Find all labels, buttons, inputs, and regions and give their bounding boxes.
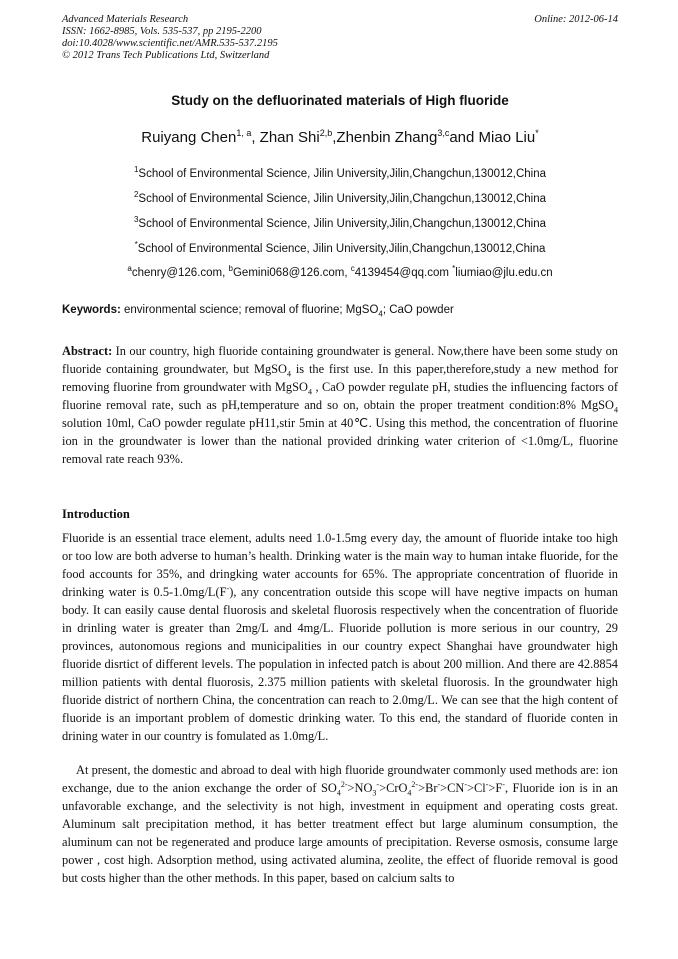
author-name: Zhan Shi <box>259 129 320 146</box>
formula-text: >F <box>488 781 503 795</box>
affiliation-sup: 1 <box>133 165 139 174</box>
superscript: - <box>226 583 230 593</box>
superscript: 2- <box>340 779 348 789</box>
formula-text: >Br <box>418 781 438 795</box>
affiliation-sup: * <box>134 240 138 249</box>
affiliation-text: School of Environmental Science, Jilin University,Jilin,Changchun,130012,China <box>138 192 547 205</box>
intro-paragraph-2 <box>62 761 618 887</box>
keywords <box>62 304 618 318</box>
affiliation <box>62 165 618 180</box>
paper-title: Study on the defluorinated materials of High fluoride <box>171 93 509 108</box>
email-sup: * <box>452 264 456 273</box>
keywords-text: environmental science; removal of fluorine; MgSO <box>120 304 379 316</box>
paragraph-text: , Fluoride ion is in an unfavorable exchange, and the selectivity is not high, investment in equipment and operating costs great. Aluminum salt precipitation method, it has better treatment effect but large aluminum consumption, the aluminum can not be regenerated and produce large amounts of precipitation. Reverse osmosis, consume large power , cost high. Adsorption method, using activated alumina, zeolite, the effect of fluoride removal is good but costs higher than the other methods. In this paper, based on calcium salts to <box>62 781 618 885</box>
journal-name: Advanced Materials Research <box>62 14 189 25</box>
affiliation-text: School of Environmental Science, Jilin University,Jilin,Changchun,130012,China <box>138 217 547 230</box>
subscript: 4 <box>336 788 341 798</box>
superscript: - <box>464 779 468 789</box>
superscript: - <box>502 779 505 789</box>
paragraph-text: ), any concentration outside this scope will have negtive impacts on human body. It can easily cause dental fluorosis and skeletal fluorosis respectively when the concentration of fluoride in drinling water is greater than 2mg/L and 4mg/L. Fluoride pollution is more serious in our country, 29 provinces, autonomous regions and municipalities in our country expect Shanghai have groundwater high fluoride disrtict of different levels. The population in infected patch is about 200 million. And there are 42.8854 million patients with dental fluorosis, 2.375 million patients with skeletal fluorosis. In the groundwater high fluoride district of northern China, the concentration can reach to 2.0mg/L. We can see that the high content of fluoride is an important problem of domestic drinking water. To this end, the standard of fluoride conten in drining water in our country is fomulated as 1.0mg/L. <box>62 585 619 743</box>
subscript: 4 <box>287 369 291 379</box>
subscript: 3 <box>372 788 377 798</box>
author-name: Miao Liu <box>478 129 536 146</box>
affiliation-text: School of Environmental Science, Jilin University,Jilin,Changchun,130012,China <box>138 167 547 180</box>
email-address[interactable]: 4139454@qq.com <box>354 266 449 279</box>
subscript: 4 <box>307 387 312 397</box>
journal-header <box>62 14 618 62</box>
abstract-text: , CaO powder regulate pH, studies the influencing factors of fluorine removal rate, such as pH,temperature and so on, obtain the proper treatment condition:8% MgSO <box>62 380 618 412</box>
keywords-text: ; CaO powder <box>382 304 454 316</box>
issn-line: ISSN: 1662-8985, Vols. 535-537, pp 2195-2200 <box>62 26 262 37</box>
formula-text: >CN <box>440 781 465 795</box>
abstract-text: is the first use. In this paper,therefore,study a new method for removing fluorine from groundwater with MgSO <box>62 362 618 394</box>
superscript: - <box>437 779 441 789</box>
section-heading-introduction: Introduction <box>62 507 130 521</box>
email-sup: b <box>228 264 233 273</box>
email-address[interactable]: chenry@126.com <box>131 266 223 279</box>
author-sup: * <box>535 128 539 138</box>
superscript: - <box>485 779 489 789</box>
author-sup: 2,b <box>319 128 333 138</box>
email-line: $^a$chenry@126.com, $^b$Gemini068@126.com, $^c$4139454@qq.com *liumiao@jlu.edu.cn <box>127 264 553 279</box>
doi-line[interactable]: doi:10.4028/www.scientific.net/AMR.535-537.2195 <box>62 38 278 49</box>
online-date: Online: 2012-06-14 <box>534 14 618 25</box>
affiliation-sup: 3 <box>133 215 139 224</box>
email-sup: c <box>350 264 355 273</box>
formula-text: >Cl <box>467 781 486 795</box>
formula-text: >CrO <box>379 781 408 795</box>
affiliation-sup: 2 <box>133 190 139 199</box>
copyright-line: © 2012 Trans Tech Publications Ltd, Switzerland <box>62 50 270 61</box>
author-name: Zhenbin Zhang <box>336 129 438 146</box>
author-sup: 3,c <box>437 128 450 138</box>
abstract-text: solution 10ml, CaO powder regulate pH11,stir 5min at 40℃. Using this method, the concentration of fluorine ion in the groundwater is lower than the national provided drinking water criterion of <1.0mg/L, fluorine removal rate reach 93%. <box>62 416 618 466</box>
superscript: 2- <box>411 779 419 789</box>
formula-text: >NO <box>347 781 373 795</box>
abstract-text: In our country, high fluoride containing groundwater is general. Now,there have been some study on fluoride containing groundwater, but MgSO <box>62 344 618 376</box>
email-sup: a <box>127 264 132 273</box>
subscript: 4 <box>407 788 412 798</box>
affiliation-text: School of Environmental Science, Jilin University,Jilin,Changchun,130012,China <box>137 242 546 255</box>
paragraph-text: At present, the domestic and abroad to deal with high fluoride groundwater commonly used methods are: ion exchange, due to the anion exchange the order of SO <box>62 763 618 795</box>
email-address[interactable]: Gemini068@126.com <box>232 266 345 279</box>
abstract <box>62 342 618 468</box>
affiliation <box>62 240 618 255</box>
paragraph-text: Fluoride is an essential trace element, adults need 1.0-1.5mg every day, the amount of fluoride intake too high or too low are both adverse to human’s health. Drinking water is the main way to human intake fluoride, for the food accounts for 35%, and dringking water accounts for 65%. The appropriate concentration of fluoride in drinking water is 0.5-1.0mg/L(F <box>62 531 618 599</box>
intro-paragraph-1 <box>62 529 618 745</box>
affiliation <box>62 190 618 205</box>
author-list: Ruiyang Chen$^{1, a}$, Zhan Shi$^{2,b}$,Zhenbin Zhang$^{3,c}$and Miao Liu* <box>141 128 539 146</box>
superscript: - <box>376 779 380 789</box>
author-name: Ruiyang Chen <box>141 129 237 146</box>
author-sup: 1, a <box>236 128 252 138</box>
keywords-sub: 4 <box>378 309 383 319</box>
keywords-label: Keywords: <box>62 304 121 316</box>
affiliation <box>62 215 618 230</box>
email-address[interactable]: liumiao@jlu.edu.cn <box>455 266 553 279</box>
abstract-label: Abstract: <box>62 344 113 358</box>
subscript: 4 <box>614 405 618 415</box>
